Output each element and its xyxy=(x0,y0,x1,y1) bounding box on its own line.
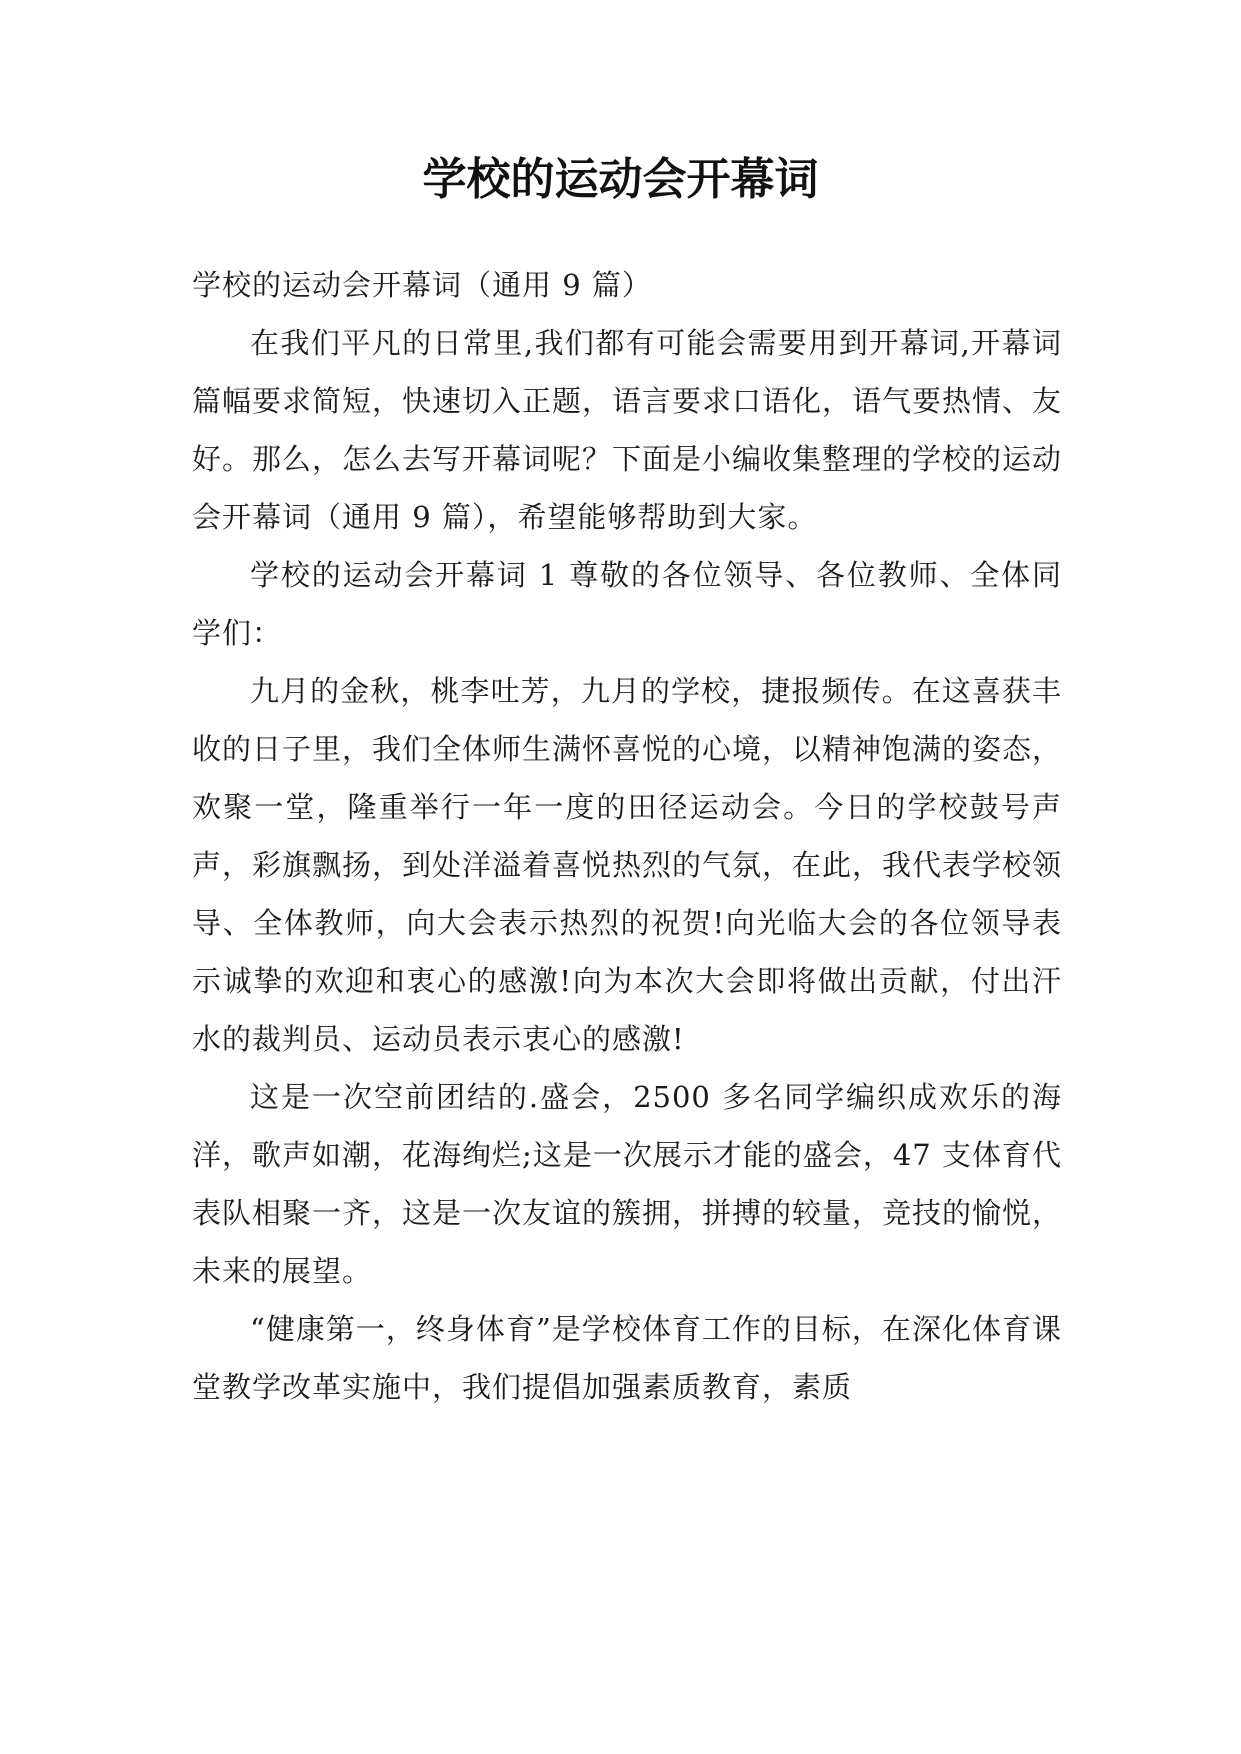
body-paragraph: 这是一次空前团结的.盛会，2500 多名同学编织成欢乐的海洋，歌声如潮，花海绚烂;这是一次展示才能的盛会，47 支体育代表队相聚一齐，这是一次友谊的簇拥，拼搏的较量，竞技的愉悦，未来的展望。 xyxy=(192,1080,1063,1288)
subtitle-paragraph: 学校的运动会开幕词（通用 9 篇） xyxy=(192,268,652,302)
body-paragraph: 九月的金秋，桃李吐芳，九月的学校，捷报频传。在这喜获丰收的日子里，我们全体师生满怀喜悦的心境，以精神饱满的姿态，欢聚一堂，隆重举行一年一度的田径运动会。今日的学校鼓号声声，彩旗飘扬，到处洋溢着喜悦热烈的气氛，在此，我代表学校领导、全体教师，向大会表示热烈的祝贺!向光临大会的各位领导表示诚挚的欢迎和衷心的感激!向为本次大会即将做出贡献，付出汗水的裁判员、运动员表示衷心的感激! xyxy=(192,674,1063,1056)
document-body xyxy=(192,256,1062,1416)
document-title: 学校的运动会开幕词 xyxy=(422,154,819,205)
intro-paragraph: 在我们平凡的日常里,我们都有可能会需要用到开幕词,开幕词篇幅要求简短，快速切入正题，语言要求口语化，语气要热情、友好。那么，怎么去写开幕词呢？下面是小编收集整理的学校的运动会开幕词（通用 9 篇），希望能够帮助到大家。 xyxy=(192,326,1063,534)
body-paragraph: “健康第一，终身体育”是学校体育工作的目标，在深化体育课堂教学改革实施中，我们提倡加强素质教育，素质 xyxy=(192,1312,1062,1404)
salutation-paragraph: 学校的运动会开幕词 1 尊敬的各位领导、各位教师、全体同学们： xyxy=(192,558,1062,650)
